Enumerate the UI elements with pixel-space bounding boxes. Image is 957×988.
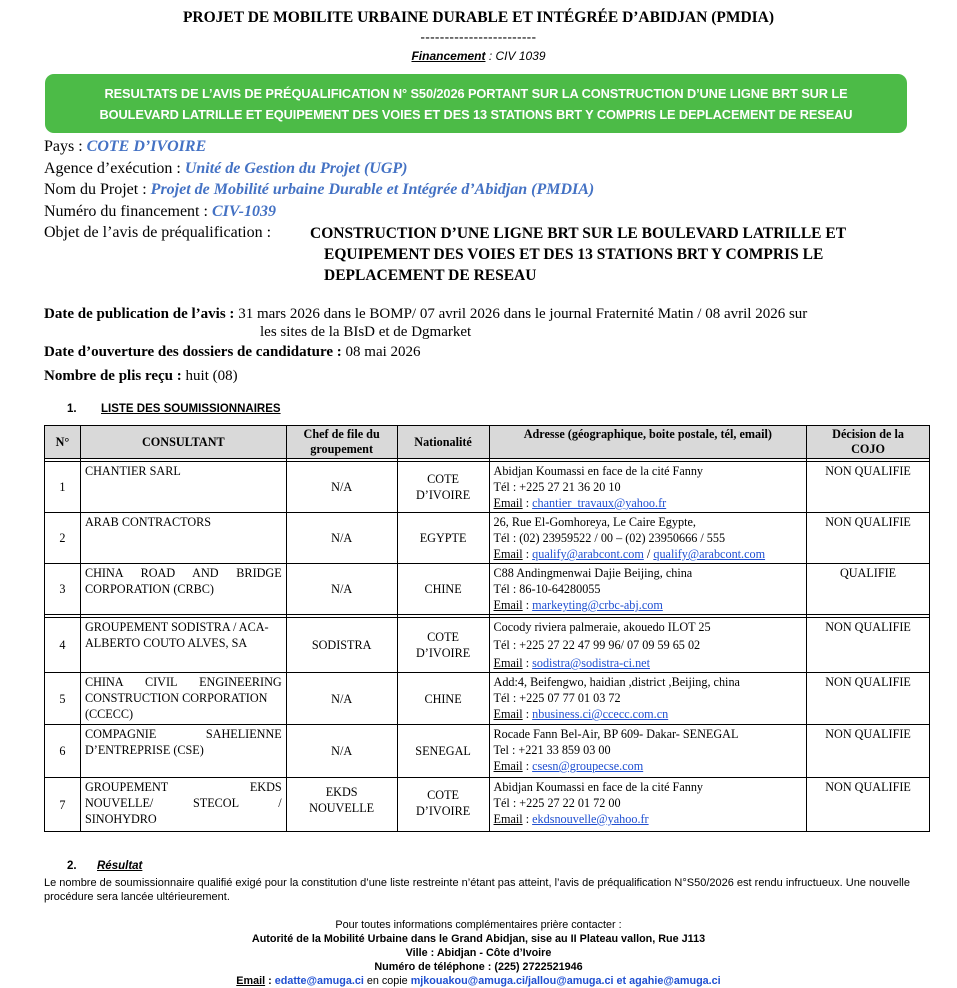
header-num: N°: [45, 426, 81, 459]
pays-label: Pays :: [44, 138, 87, 155]
chef-line: EKDS: [325, 785, 358, 799]
section-2-number: 2.: [67, 860, 77, 872]
chef-line: NOUVELLE: [309, 801, 375, 815]
addr-line: Tél : +225 27 21 36 20 10: [493, 480, 621, 494]
row-adresse: [489, 513, 807, 564]
date-publication-line: [44, 305, 807, 323]
result-text: Le nombre de soumissionnaire qualifié exigé pour la constitution d’une liste restreinte n’étant pas atteint, l’avis de préqualification N°S50/2026 est rendu infructueux. Une nouvelle procédure sera lancée ultérieurement.: [44, 877, 910, 903]
row-nationalite: CHINE: [397, 673, 489, 725]
row-nationalite: CHINE: [397, 564, 489, 615]
email-link[interactable]: sodistra@sodistra-ci.net: [532, 656, 650, 670]
row-decision: NON QUALIFIE: [807, 618, 930, 673]
row-consultant: [80, 564, 286, 615]
contact-phone: [0, 961, 957, 975]
consultant-line: CORPORATION (CRBC): [84, 582, 214, 596]
pays-line: [44, 137, 206, 157]
projet-value: Projet de Mobilité urbaine Durable et Intégrée d’Abidjan (PMDIA): [150, 181, 595, 198]
email-link[interactable]: csesn@groupecse.com: [532, 759, 644, 773]
agence-value: Unité de Gestion du Projet (UGP): [184, 160, 408, 177]
consultant-line: ALBERTO COUTO ALVES, SA: [84, 636, 248, 650]
row-num: 6: [45, 725, 81, 778]
financement-line: [0, 49, 957, 63]
email-line: Email : nbusiness.ci@ccecc.com.cn: [493, 707, 669, 721]
row-nationalite: [397, 778, 489, 832]
header-chef: [286, 426, 397, 459]
row-nationalite: [397, 462, 489, 513]
contact-copie: en copie: [366, 975, 411, 987]
header-decision-line-2: COJO: [851, 442, 885, 456]
row-chef: N/A: [286, 462, 397, 513]
nat-line: COTE: [427, 788, 459, 802]
row-chef: [286, 778, 397, 832]
row-decision: QUALIFIE: [807, 564, 930, 615]
row-num: 3: [45, 564, 81, 615]
row-adresse: [489, 673, 807, 725]
consultant-line: CHINA CIVIL ENGINEERING: [84, 675, 282, 689]
row-decision: NON QUALIFIE: [807, 462, 930, 513]
addr-line: C88 Andingmenwai Dajie Beijing, china: [493, 566, 693, 580]
contact-email-2[interactable]: mjkouakou@amuga.ci/jallou@amuga.ci et agahie@amuga.ci: [410, 975, 721, 987]
results-banner: [45, 74, 907, 133]
nat-line: COTE: [427, 630, 459, 644]
projet-line: [44, 180, 594, 200]
table-row: [45, 513, 930, 564]
plis-label: Nombre de plis reçu :: [44, 368, 186, 384]
header-nationalite: Nationalité: [397, 426, 489, 459]
addr-line: Tél : +225 27 22 47 99 96/ 07 09 59 65 02: [493, 638, 701, 652]
contact-email-label: Email: [236, 975, 266, 987]
title-divider: ------------------------: [420, 29, 537, 44]
objet-line-1: CONSTRUCTION D’UNE LIGNE BRT SUR LE BOULEVARD LATRILLE ET: [310, 225, 847, 242]
email-label: Email: [493, 812, 523, 826]
header-chef-line-2: groupement: [310, 442, 374, 456]
row-chef: N/A: [286, 513, 397, 564]
financement-value: : CIV 1039: [488, 49, 546, 63]
date-publication-value: 31 mars 2026 dans le BOMP/ 07 avril 2026 dans le journal Fraternité Matin / 08 avril 2026 sur: [238, 306, 808, 322]
addr-line: Abidjan Koumassi en face de la cité Fanny: [493, 780, 704, 794]
addr-line: Tél : +225 07 77 01 03 72: [493, 691, 621, 705]
section-2-title: Résultat: [97, 860, 143, 872]
table-row: [45, 564, 930, 615]
row-consultant: [80, 725, 286, 778]
email-line: Email : chantier_travaux@yahoo.fr: [493, 496, 667, 510]
row-adresse: [489, 725, 807, 778]
financement-label: Financement: [411, 49, 486, 63]
addr-line: Cocody riviera palmeraie, akouedo ILOT 25: [493, 620, 711, 634]
nat-line: D’IVOIRE: [415, 488, 471, 502]
addr-line: Add:4, Beifengwo, haidian ,district ,Beijing, china: [493, 675, 740, 689]
email-link[interactable]: chantier_travaux@yahoo.fr: [532, 496, 667, 510]
row-chef: N/A: [286, 564, 397, 615]
email-line: Email : markeyting@crbc-abj.com: [493, 598, 663, 612]
date-publication-label: Date de publication de l’avis :: [44, 306, 239, 322]
date-ouverture-label: Date d’ouverture des dossiers de candidature :: [44, 344, 346, 360]
agence-label: Agence d’exécution :: [44, 160, 185, 177]
email-separator: /: [643, 547, 654, 561]
row-num: 5: [45, 673, 81, 725]
row-decision: NON QUALIFIE: [807, 513, 930, 564]
banner-line-1: RESULTATS DE L’AVIS DE PRÉQUALIFICATION N° S50/2026 PORTANT SUR LA CONSTRUCTION D’UNE LIGNE BRT SUR LE: [104, 85, 848, 101]
contact-email: [0, 975, 957, 988]
row-consultant: [80, 618, 286, 673]
email-line: Email : qualify@arabcont.com / qualify@arabcont.com: [493, 547, 766, 561]
projet-label: Nom du Projet :: [44, 181, 151, 198]
email-link[interactable]: ekdsnouvelle@yahoo.fr: [532, 812, 649, 826]
header-adresse: Adresse (géographique, boite postale, tél, email): [489, 426, 807, 459]
nat-line: COTE: [427, 472, 459, 486]
row-adresse: [489, 778, 807, 832]
table-row: [45, 673, 930, 725]
objet-line-3: DEPLACEMENT DE RESEAU: [324, 267, 537, 284]
row-nationalite: SENEGAL: [397, 725, 489, 778]
table-row: [45, 462, 930, 513]
email-label: Email: [493, 707, 523, 721]
addr-line: 26, Rue El-Gomhoreya, Le Caire Egypte,: [493, 515, 696, 529]
email-label: Email: [493, 656, 523, 670]
financement-number-label: Numéro du financement :: [44, 203, 212, 220]
email-line: Email : sodistra@sodistra-ci.net: [493, 656, 650, 670]
row-num: 4: [45, 618, 81, 673]
email-link[interactable]: qualify@arabcont.com: [532, 547, 644, 561]
objet-value: [310, 223, 900, 286]
row-chef: N/A: [286, 725, 397, 778]
plis-value: huit (08): [185, 368, 238, 384]
email-label: Email: [493, 598, 523, 612]
row-consultant: [80, 778, 286, 832]
publication-block: [44, 305, 807, 385]
email-link-2[interactable]: qualify@arabcont.com: [653, 547, 766, 561]
email-line: Email : csesn@groupecse.com: [493, 759, 644, 773]
objet-label: Objet de l’avis de préqualification :: [44, 224, 272, 241]
email-line: Email : ekdsnouvelle@yahoo.fr: [493, 812, 649, 826]
table-row: [45, 778, 930, 832]
consultant-line: GROUPEMENT EKDS: [84, 780, 282, 794]
row-chef: SODISTRA: [286, 618, 397, 673]
pays-value: COTE D’IVOIRE: [86, 138, 207, 155]
row-decision: NON QUALIFIE: [807, 778, 930, 832]
consultant-line: D’ENTREPRISE (CSE): [84, 743, 204, 757]
addr-line: Tél : (02) 23959522 / 00 – (02) 23950666 / 555: [493, 531, 726, 545]
row-consultant: [80, 673, 286, 725]
addr-line: Tél : +225 27 22 01 72 00: [493, 796, 621, 810]
objet-line-2: EQUIPEMENT DES VOIES ET DES 13 STATIONS BRT Y COMPRIS LE: [324, 246, 824, 263]
financement-number-line: [44, 202, 276, 222]
consultant-line: CONSTRUCTION CORPORATION: [84, 691, 268, 705]
header-decision: [807, 426, 930, 459]
email-label: Email: [493, 547, 523, 561]
row-consultant: ARAB CONTRACTORS: [80, 513, 286, 564]
consultant-line: SINOHYDRO: [84, 812, 157, 826]
consultant-line: COMPAGNIE SAHELIENNE: [84, 727, 282, 741]
row-chef: N/A: [286, 673, 397, 725]
date-publication-cont: les sites de la BIsD et de Dgmarket: [260, 324, 472, 340]
contact-email-1[interactable]: edatte@amuga.ci: [274, 975, 367, 987]
nat-line: D’IVOIRE: [415, 646, 471, 660]
agence-line: [44, 159, 407, 179]
date-ouverture-value: 08 mai 2026: [345, 344, 421, 360]
banner-line-2: BOULEVARD LATRILLE ET EQUIPEMENT DES VOIES ET DES 13 STATIONS BRT Y COMPRIS LE DEPLACEMENT DE RESEAU: [99, 106, 853, 122]
addr-line: Tél : 86-10-64280055: [493, 582, 601, 596]
header-chef-line-1: Chef de file du: [303, 427, 380, 441]
header-consultant: CONSULTANT: [80, 426, 286, 459]
row-consultant: CHANTIER SARL: [80, 462, 286, 513]
section-1-number: 1.: [67, 403, 77, 415]
email-link[interactable]: markeyting@crbc-abj.com: [532, 598, 663, 612]
consultant-line: CHINA ROAD AND BRIDGE: [84, 566, 282, 580]
row-num: 7: [45, 778, 81, 832]
table-row: [45, 618, 930, 673]
consultant-line: GROUPEMENT SODISTRA / ACA-: [84, 620, 269, 634]
plis-line: [44, 367, 807, 385]
addr-line: Tel : +221 33 859 03 00: [493, 743, 611, 757]
email-label: Email: [493, 496, 523, 510]
addr-line: Rocade Fann Bel-Air, BP 609- Dakar- SENEGAL: [493, 727, 739, 741]
section-1-title: LISTE DES SOUMISSIONNAIRES: [101, 403, 281, 415]
table-header-row: [45, 426, 930, 459]
row-nationalite: [397, 618, 489, 673]
contact-authority: [0, 933, 957, 947]
addr-line: Abidjan Koumassi en face de la cité Fanny: [493, 464, 704, 478]
contact-city-text: Ville : Abidjan - Côte d’Ivoire: [405, 947, 552, 959]
header-decision-line-1: Décision de la: [832, 427, 904, 441]
document-title: PROJET DE MOBILITE URBAINE DURABLE ET INTÉGRÉE D’ABIDJAN (PMDIA): [182, 9, 775, 26]
row-num: 2: [45, 513, 81, 564]
row-adresse: [489, 462, 807, 513]
row-adresse: [489, 618, 807, 673]
nat-line: D’IVOIRE: [415, 804, 471, 818]
email-label: Email: [493, 759, 523, 773]
table-row: [45, 725, 930, 778]
contact-city: [0, 947, 957, 961]
date-ouverture-line: [44, 343, 807, 361]
row-nationalite: EGYPTE: [397, 513, 489, 564]
financement-number-value: CIV-1039: [211, 203, 276, 220]
contact-phone-text: Numéro de téléphone : (225) 2722521946: [374, 961, 583, 973]
row-decision: NON QUALIFIE: [807, 725, 930, 778]
consultant-line: NOUVELLE/ STECOL /: [84, 796, 282, 810]
contact-authority-text: Autorité de la Mobilité Urbaine dans le Grand Abidjan, sise au II Plateau vallon, Rue J113: [251, 933, 706, 945]
row-decision: NON QUALIFIE: [807, 673, 930, 725]
contact-email-sep: :: [265, 975, 275, 987]
contact-intro: Pour toutes informations complémentaires prière contacter :: [335, 919, 622, 931]
bidders-table: [44, 425, 930, 832]
row-num: 1: [45, 462, 81, 513]
row-adresse: [489, 564, 807, 615]
email-link[interactable]: nbusiness.ci@ccecc.com.cn: [532, 707, 669, 721]
consultant-line: (CCECC): [84, 707, 134, 721]
